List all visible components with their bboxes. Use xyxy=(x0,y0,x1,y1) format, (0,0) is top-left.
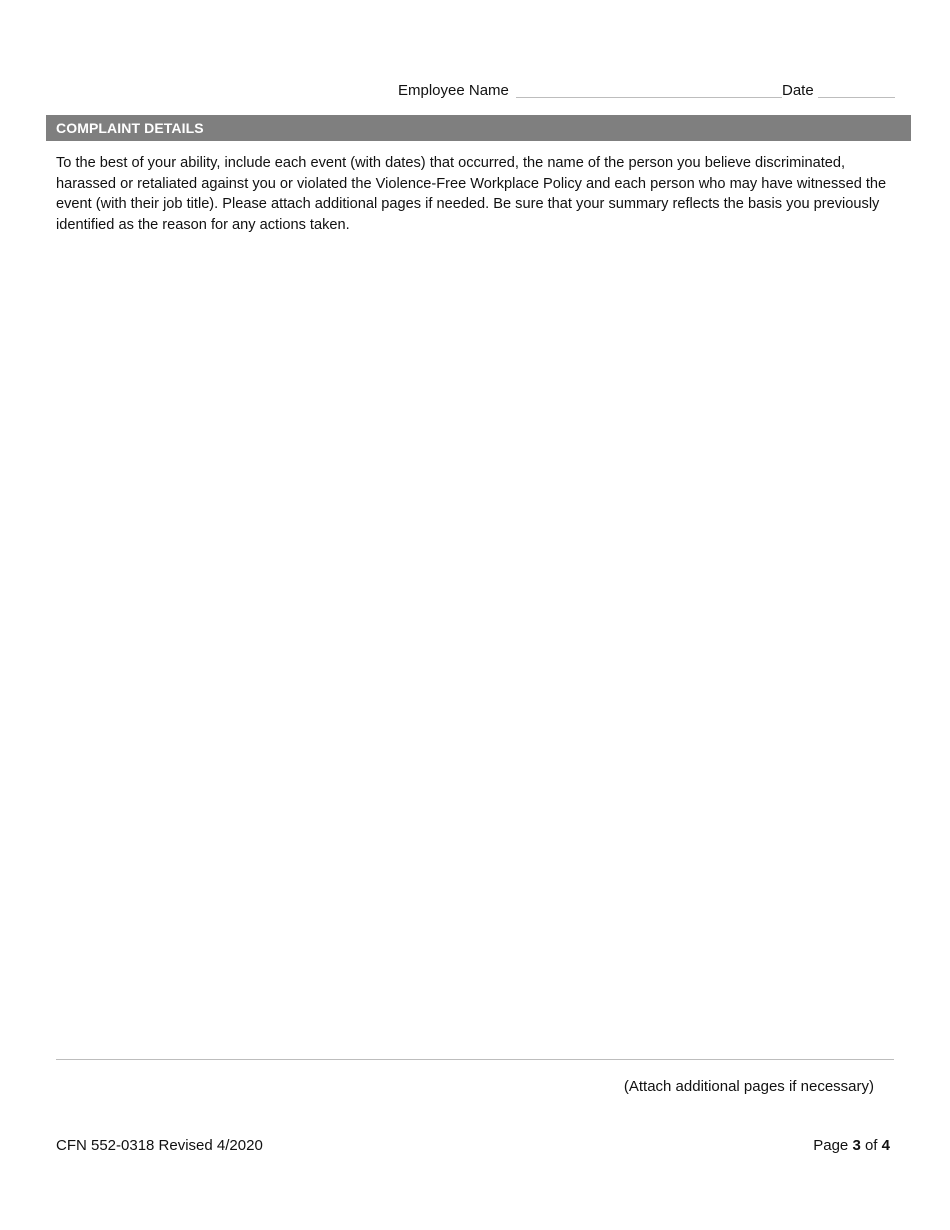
page-label: Page xyxy=(813,1137,849,1154)
page-total: 4 xyxy=(881,1137,890,1154)
page-of: of xyxy=(864,1137,878,1154)
section-title: COMPLAINT DETAILS xyxy=(56,120,204,136)
form-id: CFN 552-0318 Revised 4/2020 xyxy=(56,1137,263,1154)
employee-header xyxy=(398,80,895,102)
employee-name-label: Employee Name xyxy=(398,82,509,99)
complaint-details-field[interactable] xyxy=(56,245,894,1050)
page-current: 3 xyxy=(852,1137,861,1154)
complaint-instructions: To the best of your ability, include each event (with dates) that occurred, the name of the person you believe discriminated, harassed or retaliated against you or violated the Violence-Free Workplace Policy and each person who may have witnessed the event (with their job title). Please attach additional pages if needed. Be sure that your summary reflects the basis you previously identified as the reason for any actions taken. xyxy=(56,155,887,234)
divider-line xyxy=(56,1059,894,1060)
page-number xyxy=(813,1135,890,1157)
date-label: Date xyxy=(782,82,814,99)
employee-name-field[interactable] xyxy=(516,97,782,98)
date-field[interactable] xyxy=(818,97,895,98)
section-header xyxy=(46,115,911,141)
attach-note: (Attach additional pages if necessary) xyxy=(623,1078,874,1095)
